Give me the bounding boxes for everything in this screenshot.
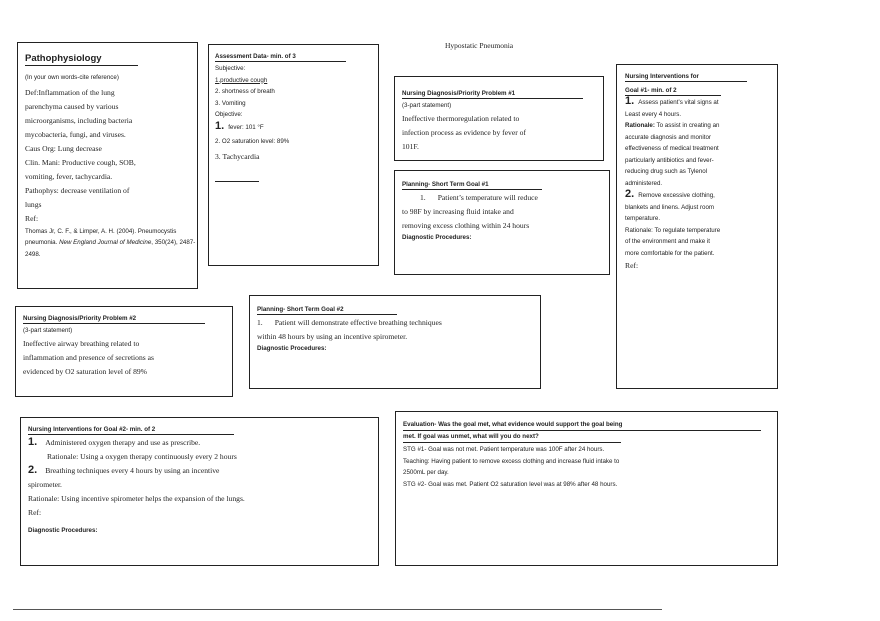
subjective-item: 2. shortness of breath: [215, 88, 275, 95]
diagnosis-1-line: Ineffective thermoregulation related to: [402, 113, 520, 123]
rationale-1-line: particularly antibiotics and fever-: [625, 156, 714, 164]
definition-line: microorganisms, including bacteria: [25, 115, 133, 125]
subjective-item: 3. Vomiting: [215, 99, 246, 107]
rationale-1-line: administered.: [625, 179, 663, 187]
interventions-1-goal-label: Goal #1- min. of 2: [625, 86, 721, 96]
intervention-1-line: Least every 4 hours.: [625, 110, 682, 118]
intervention-2b-item: 2. Breathing techniques every 4 hours by using an incentive: [28, 464, 220, 476]
footer-divider: [13, 609, 662, 610]
nursing-interventions-2-box: [20, 417, 379, 566]
nursing-diagnosis-2-box: [15, 306, 233, 397]
stg-1-title: Planning- Short Term Goal #1: [402, 180, 542, 190]
interventions-2-diagnostic-label: Diagnostic Procedures:: [28, 527, 98, 534]
objective-label: Objective:: [215, 111, 243, 118]
rationale-2-line: more comfortable for the patient.: [625, 249, 715, 257]
nursing-interventions-1-box: [616, 64, 778, 389]
diagnosis-2-line: inflammation and presence of secretions as: [23, 352, 154, 362]
rationale-2b: Rationale: Using incentive spirometer helps the expansion of the lungs.: [28, 494, 245, 503]
reference-label: Ref:: [25, 213, 39, 223]
definition-line: parenchyma caused by various: [25, 101, 119, 111]
intervention-2-line: temperature.: [625, 215, 661, 222]
stg-1-line: removing excess clothing within 24 hours: [402, 221, 530, 230]
stg-1-line: to 98F by increasing fluid intake and: [402, 207, 514, 216]
document-title: Hypostatic Pneumonia: [445, 41, 514, 50]
diagnosis-2-line: Ineffective airway breathing related to: [23, 338, 140, 348]
objective-item: 1. fever: 101 °F: [215, 119, 264, 132]
stg-2-line: within 48 hours by using an incentive spirometer.: [257, 332, 408, 341]
pathophysiology-subtitle: (In your own words-cite reference): [25, 74, 119, 81]
rationale-2a: Rationale: Using a oxygen therapy continuously every 2 hours: [47, 452, 237, 461]
rationale-1-line: reducing drug such as Tylenol: [625, 168, 708, 175]
pathophysiology-title: Pathophysiology: [25, 53, 138, 66]
interventions-1-ref-label: Ref:: [625, 261, 639, 270]
causative-organism: Caus Org: Lung decrease: [25, 143, 102, 153]
rationale-1-line: accurate diagnosis and monitor: [625, 133, 711, 141]
stg-2-item: 1. Patient will demonstrate effective breathing techniques: [257, 318, 442, 327]
diagnosis-2-line: evidenced by O2 saturation level of 89%: [23, 366, 147, 376]
diagnosis-1-line: infection process as evidence by fever of: [402, 127, 526, 137]
definition-line: Def:Inflammation of the lung: [25, 87, 115, 97]
evaluation-title-line: met. If goal was unmet, what will you do next?: [403, 431, 621, 443]
objective-item: 2. O2 saturation level: 89%: [215, 138, 290, 145]
diagnosis-2-title: Nursing Diagnosis/Priority Problem #2: [23, 314, 205, 324]
diagnosis-2-subtitle: (3-part statement): [23, 327, 73, 334]
nursing-diagnosis-1-box: [394, 76, 604, 161]
stg-2-diagnostic-label: Diagnostic Procedures:: [257, 345, 327, 352]
subjective-label: Subjective:: [215, 65, 246, 72]
evaluation-title-line: Evaluation- Was the goal met, what evidence would support the goal being: [403, 419, 761, 431]
clinical-manifestation-line: vomiting, fever, tachycardia.: [25, 171, 113, 181]
intervention-2b-line: spirometer.: [28, 480, 62, 489]
interventions-2-title: Nursing Interventions for Goal #2- min. of 2: [28, 425, 234, 435]
rationale-2-line: Rationale: To regulate temperature: [625, 226, 721, 234]
interventions-1-title: Nursing Interventions for: [625, 72, 747, 82]
evaluation-line: 2500mL per day.: [403, 469, 449, 476]
evaluation-line: STG #2- Goal was met. Patient O2 saturation level was at 98% after 48 hours.: [403, 480, 618, 488]
rationale-2-line: of the environment and make it: [625, 238, 710, 245]
stg-1-item: 1. Patient’s temperature will reduce: [420, 193, 538, 202]
interventions-2-ref-label: Ref:: [28, 508, 42, 517]
evaluation-line: STG #1- Goal was not met. Patient temperature was 100F after 24 hours.: [403, 446, 605, 453]
diagnosis-1-title: Nursing Diagnosis/Priority Problem #1: [402, 89, 583, 99]
assessment-title: Assessment Data- min. of 3: [215, 52, 346, 62]
blank-line: [215, 181, 259, 182]
stg-2-title: Planning- Short Term Goal #2: [257, 305, 397, 315]
intervention-2-line: blankets and linens. Adjust room: [625, 203, 715, 211]
short-term-goal-2-box: [249, 295, 541, 389]
assessment-box: [208, 44, 379, 266]
pathophysiology-line: lungs: [25, 199, 42, 209]
intervention-2a-item: 1. Administered oxygen therapy and use as prescribe.: [28, 436, 201, 448]
diagnosis-1-subtitle: (3-part statement): [402, 102, 452, 109]
intervention-2-item: 2. Remove excessive clothing,: [625, 188, 715, 200]
rationale-1-line: effectiveness of medical treatment: [625, 145, 719, 152]
diagnosis-1-line: 101F.: [402, 141, 419, 151]
rationale-1-line: Rationale: To assist in creating an: [625, 122, 720, 129]
definition-line: mycobacteria, fungi, and viruses.: [25, 129, 126, 139]
subjective-item: 1.productive cough: [215, 76, 268, 84]
stg-1-diagnostic-label: Diagnostic Procedures:: [402, 234, 472, 241]
reference-text: Thomas Jr, C. F., & Limper, A. H. (2004). Pneumocystis pneumonia. New England Journal of Medicine, 350(24), 2487- 2498.: [25, 227, 196, 258]
pathophysiology-box: [17, 42, 198, 289]
intervention-1-item: 1. Assess patient’s vital signs at: [625, 95, 719, 107]
objective-item: 3. Tachycardia: [215, 151, 260, 161]
evaluation-line: Teaching: Having patient to remove excess clothing and increase fluid intake to: [403, 457, 620, 465]
short-term-goal-1-box: [394, 170, 610, 275]
clinical-manifestation-line: Clin. Mani: Productive cough, SOB,: [25, 157, 136, 167]
pathophysiology-line: Pathophys: decrease ventilation of: [25, 185, 130, 195]
evaluation-box: [395, 411, 778, 566]
